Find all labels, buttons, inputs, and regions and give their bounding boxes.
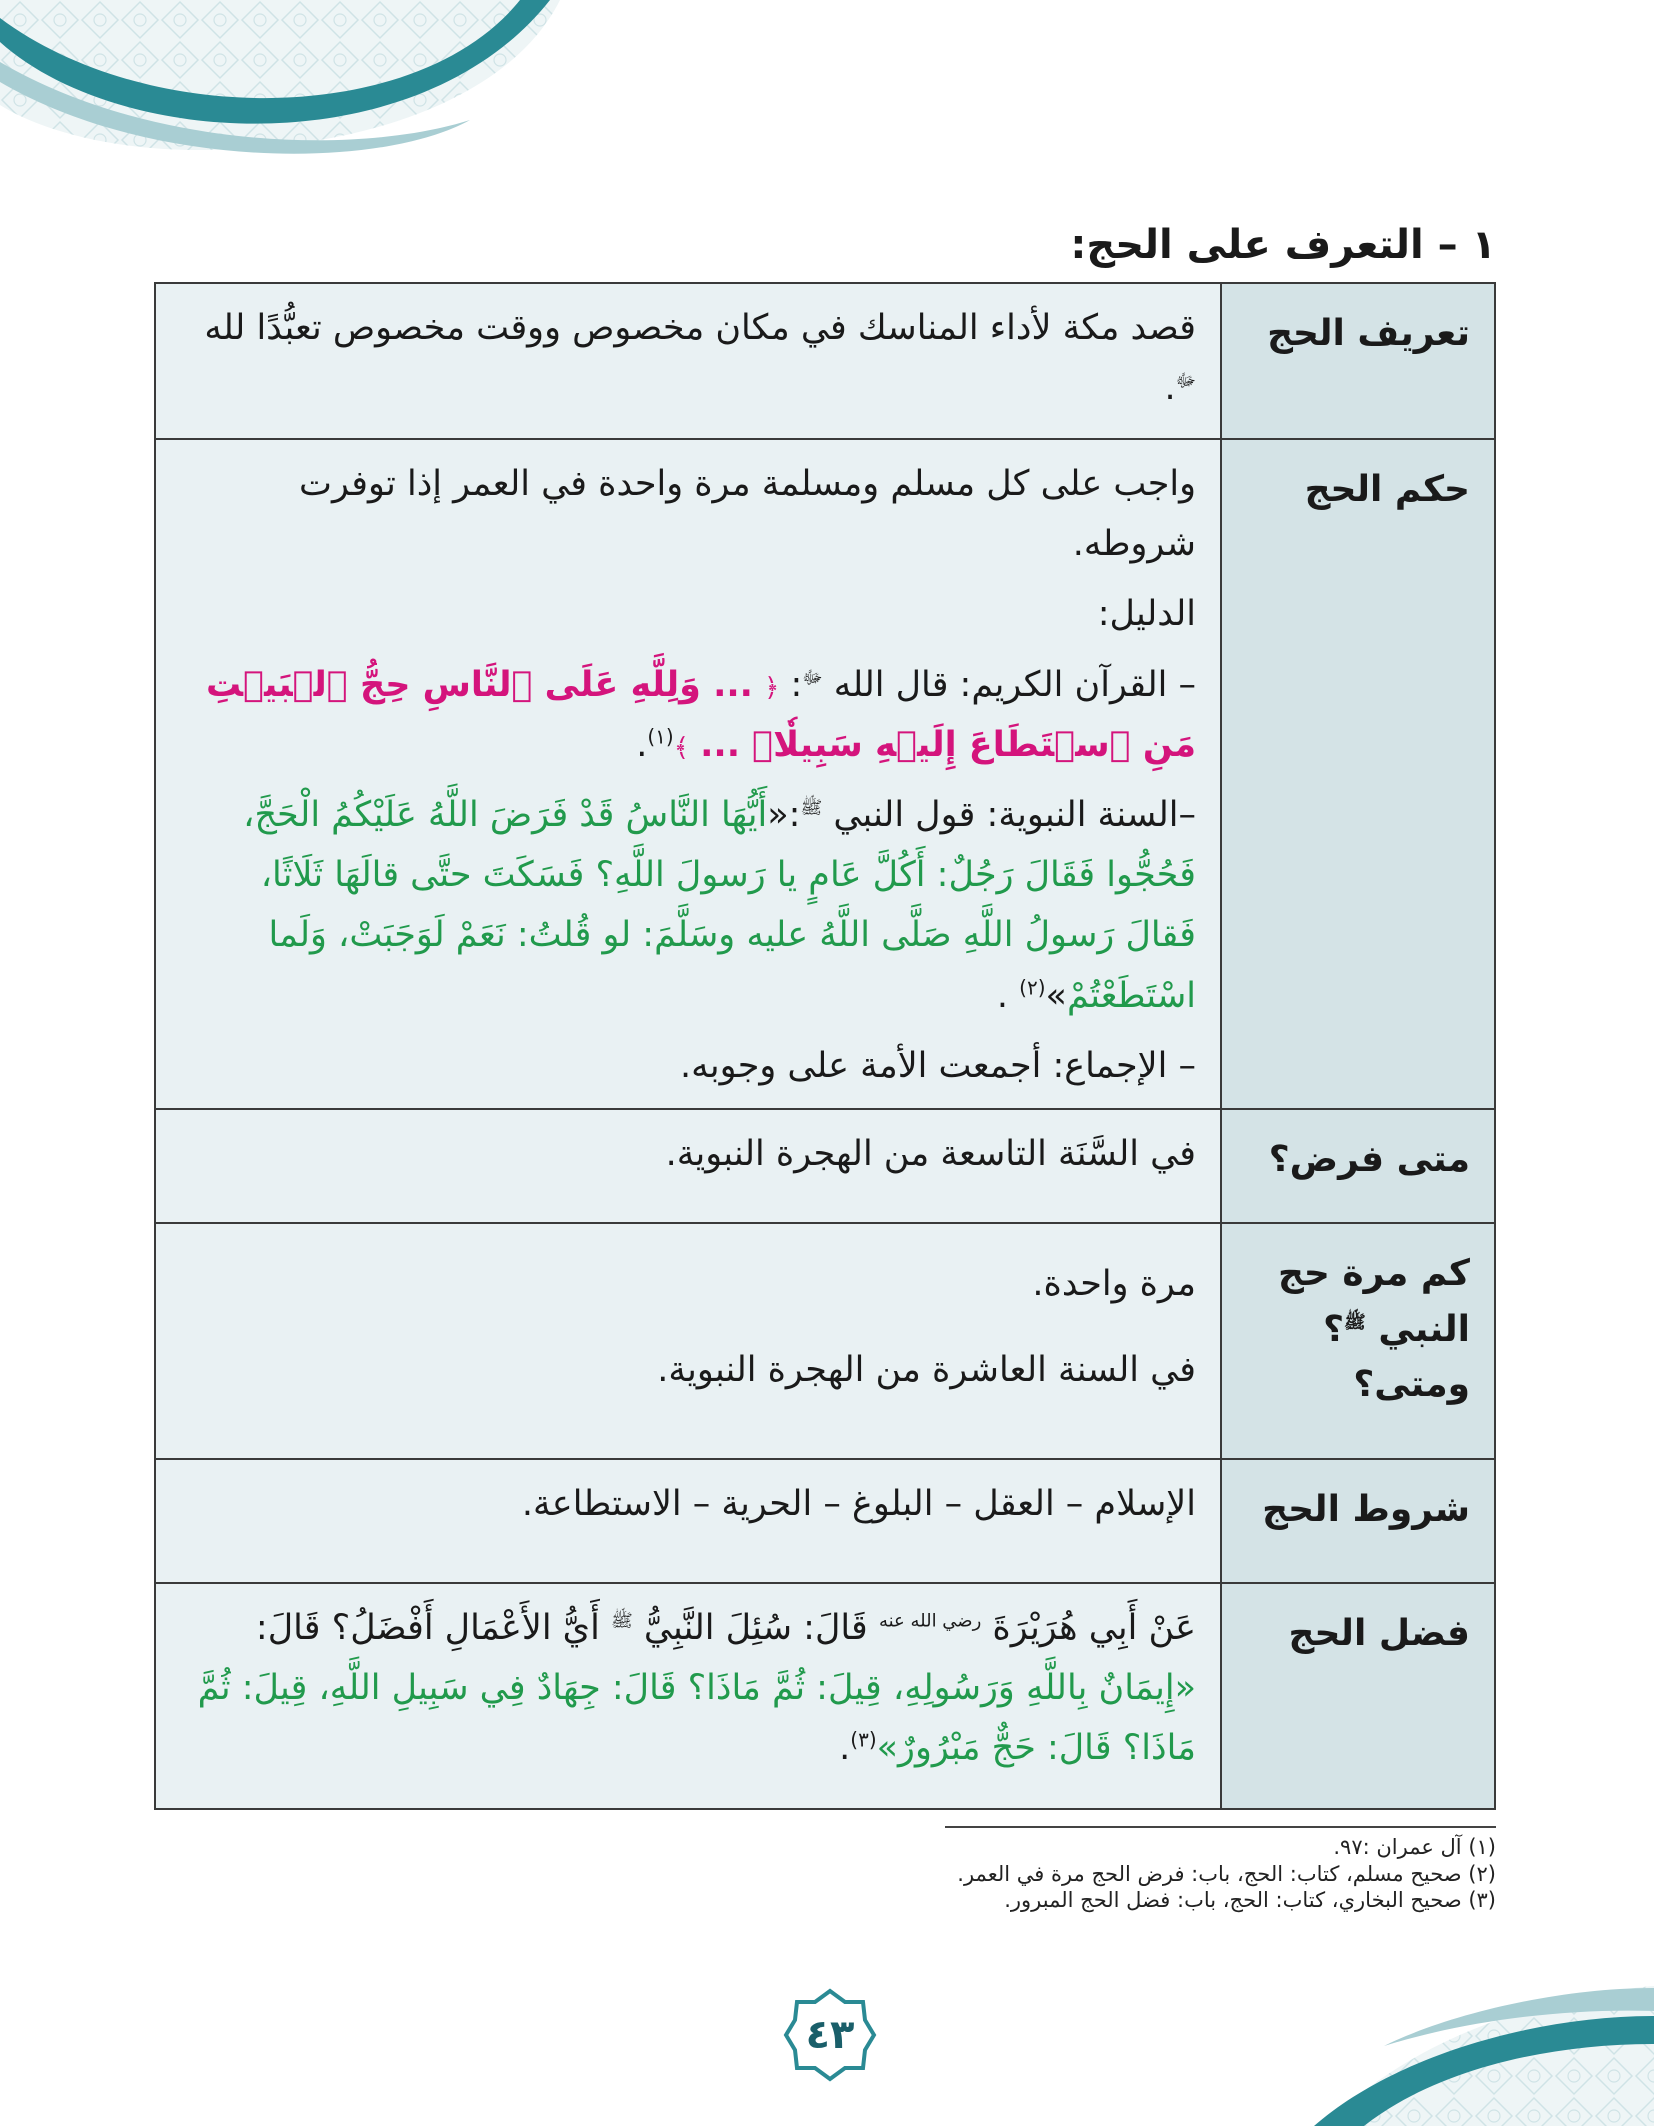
honorific-mark: ﷻ xyxy=(802,666,823,688)
hajj-virtue: عَنْ أَبِي هُرَيْرَةَ $^{رضي الله عنه}$ قَالَ: سُئِلَ النَّبِيُّ $^ﷺ$ أَيُّ الأَعْمَالِ أَفْضَلُ؟ قَالَ: «إِيمَانٌ بِاللَّهِ وَرَسُولِهِ، قِيلَ: ثُمَّ مَاذَا؟ قَالَ: جِهَادٌ فِي سَبِيلِ اللَّهِ، قِيلَ: ثُمَّ مَاذَا؟ قَالَ: حَجٌّ مَبْرُورٌ»$^{(٣)}$. xyxy=(197,1607,1196,1769)
honorific-mark: ﷺ xyxy=(800,797,823,819)
row-label xyxy=(1221,1223,1495,1459)
quran-end: . xyxy=(636,724,648,765)
sunnah-end: . xyxy=(996,975,1020,1016)
quran-prefix: – القرآن الكريم: قال الله xyxy=(833,664,1196,705)
honorific-mark: ﷺ xyxy=(610,1610,633,1632)
sunnah-prefix: –السنة النبوية: قول النبي xyxy=(833,794,1196,835)
page-number: ٤٣ xyxy=(805,2012,855,2058)
obligation-time: في السَّنَة التاسعة من الهجرة النبوية. xyxy=(665,1133,1196,1174)
virtue-hadith: إِيمَانٌ بِاللَّهِ وَرَسُولِهِ، قِيلَ: ثُمَّ مَاذَا؟ قَالَ: جِهَادٌ فِي سَبِيلِ اللَّهِ، قِيلَ: ثُمَّ مَاذَا؟ قَالَ: حَجٌّ مَبْرُورٌ xyxy=(197,1668,1196,1769)
pilgrimage-year: في السنة العاشرة من الهجرة النبوية. xyxy=(657,1350,1196,1391)
hajj-info-table xyxy=(154,282,1496,1810)
row-content xyxy=(155,1223,1221,1459)
row-label: فضل الحج xyxy=(1221,1583,1495,1809)
footnote-item: (٢) صحيح مسلم، كتاب: الحج، باب: فرض الحج مرة في العمر. xyxy=(957,1861,1496,1886)
footnote-ref: (١) xyxy=(647,724,674,749)
section-title: ١ – التعرف على الحج: xyxy=(1070,222,1496,268)
quran-open-bracket-icon: ﴿ xyxy=(764,672,780,703)
sunnah-open-quote: :« xyxy=(767,794,801,835)
label-line: النبي $^ﷺ$؟ xyxy=(1323,1308,1470,1350)
footnote-ref: (٣) xyxy=(850,1727,877,1752)
honorific-mark: رضي الله عنه xyxy=(878,1610,982,1632)
bottom-decoration xyxy=(1194,1976,1654,2126)
pilgrimage-count: مرة واحدة. xyxy=(1032,1263,1196,1304)
honorific-mark: ﷻ xyxy=(1175,370,1196,392)
row-content xyxy=(155,1583,1221,1809)
row-label: متى فرض؟ xyxy=(1221,1109,1495,1223)
sunnah-close-quote: » xyxy=(1045,975,1067,1016)
row-label: شروط الحج xyxy=(1221,1459,1495,1583)
quran-close-bracket-icon: ﴾ xyxy=(673,732,689,763)
table-row xyxy=(155,1223,1495,1459)
table-row xyxy=(155,1459,1495,1583)
hajj-ruling: واجب على كل مسلم ومسلمة مرة واحدة في العمر إذا توفرت شروطه. xyxy=(299,464,1196,565)
label-line: كم مرة حج xyxy=(1277,1252,1470,1294)
definition-text: قصد مكة لأداء المناسك في مكان مخصوص ووقت مخصوص تعبُّدًا لله xyxy=(204,308,1196,348)
footnotes xyxy=(796,1834,1496,1914)
footnote-item: (١) آل عمران :٩٧. xyxy=(1333,1835,1496,1859)
quran-evidence: – القرآن الكريم: قال الله $^ﷻ$: ﴿ ... وَلِلَّهِ عَلَى ٱلنَّاسِ حِجُّ ٱلۡبَيۡتِ مَنِ ٱسۡتَطَاعَ إِلَيۡهِ سَبِيلٗاۚ ... ﴾$^{(١)}$. xyxy=(206,664,1196,765)
top-decoration xyxy=(0,0,600,170)
sunnah-hadith: أَيُّهَا النَّاسُ قَدْ فَرَضَ اللَّهُ عَلَيْكُمُ الْحَجَّ، فَحُجُّوا فَقَالَ رَجُلٌ: أَكُلَّ عَامٍ يا رَسولَ اللَّهِ؟ فَسَكَتَ حتَّى قالَهَا ثَلَاثًا، فَقالَ رَسولُ اللَّهِ صَلَّى اللَّهُ عليه وسَلَّمَ: لو قُلتُ: نَعَمْ لَوَجَبَتْ، وَلَما اسْتَطَعْتُمْ xyxy=(243,794,1196,1016)
hajj-definition xyxy=(180,298,1196,418)
row-content xyxy=(155,283,1221,439)
definition-end: . xyxy=(1164,368,1176,409)
row-content xyxy=(155,1109,1221,1223)
hadith-open-quote: « xyxy=(1174,1668,1196,1709)
sunnah-evidence xyxy=(180,785,1196,1026)
quran-verse: ... وَلِلَّهِ عَلَى ٱلنَّاسِ حِجُّ ٱلۡبَيۡتِ مَنِ ٱسۡتَطَاعَ إِلَيۡهِ سَبِيلٗاۚ ... xyxy=(206,664,1196,765)
table-row xyxy=(155,283,1495,439)
hadith-close-quote: » xyxy=(876,1728,899,1769)
row-label: تعريف الحج xyxy=(1221,283,1495,439)
hajj-conditions: الإسلام – العقل – البلوغ – الحرية – الاستطاعة. xyxy=(521,1483,1196,1524)
footnote-item: (٣) صحيح البخاري، كتاب: الحج، باب: فضل الحج المبرور. xyxy=(1004,1888,1496,1913)
ijma-evidence: – الإجماع: أجمعت الأمة على وجوبه. xyxy=(680,1045,1196,1086)
honorific-mark: ﷺ xyxy=(1344,1311,1366,1333)
table-row xyxy=(155,1583,1495,1809)
footnote-divider xyxy=(945,1826,1496,1828)
row-label: حكم الحج xyxy=(1221,439,1495,1109)
table-row xyxy=(155,1109,1495,1223)
row-content xyxy=(155,439,1221,1109)
evidence-label: الدليل: xyxy=(1097,594,1196,635)
footnote-ref: (٢) xyxy=(1019,974,1046,999)
table-row xyxy=(155,439,1495,1109)
row-content xyxy=(155,1459,1221,1583)
label-line: ومتى؟ xyxy=(1353,1364,1470,1406)
